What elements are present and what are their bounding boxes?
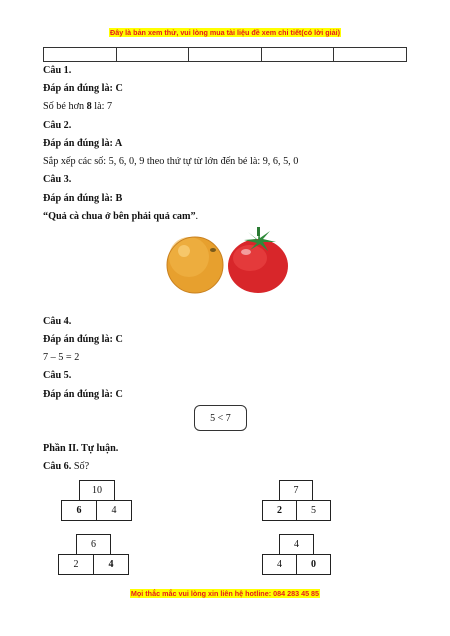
- pyramid-top: 6: [76, 534, 111, 555]
- q3-answer: Đáp án đúng là: B: [43, 193, 123, 204]
- pyramid-right: 4: [93, 554, 129, 575]
- pyramid-top: 10: [79, 480, 115, 501]
- q4-label: Câu 4.: [43, 316, 72, 327]
- pyramid-top: 4: [279, 534, 314, 555]
- q1-explanation: Số bé hơn 8 là: 7: [43, 101, 113, 112]
- q4-answer: Đáp án đúng là: C: [43, 334, 123, 345]
- pyramid-top: 7: [279, 480, 313, 501]
- tomato-icon: [228, 227, 288, 293]
- orange-icon: [167, 237, 223, 293]
- q2-label: Câu 2.: [43, 120, 72, 131]
- q1-answer: Đáp án đúng là: C: [43, 83, 123, 94]
- blank-answer-table: [43, 47, 407, 62]
- q5-comparison-box: 5 < 7: [194, 405, 247, 431]
- hotline-notice: Mọi thắc mắc vui lòng xin liên hệ hotline: 084 283 45 85: [130, 589, 320, 598]
- pyramid-right: 4: [96, 500, 132, 521]
- q5-label: Câu 5.: [43, 370, 72, 381]
- pyramid-right: 0: [296, 554, 331, 575]
- q6-heading: Câu 6. Số?: [43, 461, 90, 472]
- q5-answer: Đáp án đúng là: C: [43, 389, 123, 400]
- q1-label: Câu 1.: [43, 65, 72, 76]
- preview-notice: Đây là bản xem thử, vui lòng mua tài liệu đề xem chi tiết(có lời giải): [110, 28, 340, 37]
- orange-and-tomato-image: [160, 226, 292, 294]
- pyramid-right: 5: [296, 500, 331, 521]
- q2-answer: Đáp án đúng là: A: [43, 138, 123, 149]
- q3-explanation: “Quả cà chua ở bên phải quả cam”.: [43, 211, 199, 222]
- pyramid-left: 2: [262, 500, 297, 521]
- pyramid-left: 4: [262, 554, 297, 575]
- pyramid-left: 2: [58, 554, 94, 575]
- q2-explanation: Sắp xếp các số: 5, 6, 0, 9 theo thứ tự từ lớn đến bé là: 9, 6, 5, 0: [43, 156, 299, 167]
- pyramid-left: 6: [61, 500, 97, 521]
- q3-label: Câu 3.: [43, 174, 72, 185]
- section-title: Phần II. Tự luận.: [43, 443, 119, 454]
- q4-explanation: 7 – 5 = 2: [43, 352, 80, 363]
